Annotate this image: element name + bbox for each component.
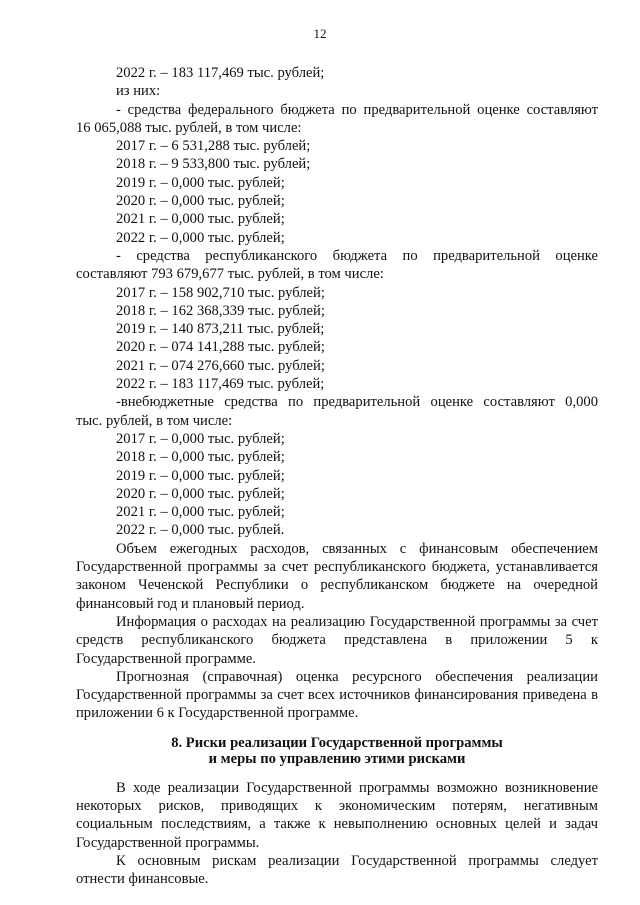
section-heading-line: и меры по управлению этими рисками <box>208 750 466 767</box>
year-line: 2022 г. – 0,000 тыс. рублей. <box>116 522 285 539</box>
paragraph: Информация о расходах на реализацию Государственной программы за счет средств республиканского бюджета представлена в приложении 5 к Государственной программе. <box>76 613 598 667</box>
year-line: 2019 г. – 0,000 тыс. рублей; <box>116 174 285 191</box>
text-line: составляют 793 679,677 тыс. рублей, в том числе: <box>76 266 384 283</box>
year-line: 2018 г. – 162 368,339 тыс. рублей; <box>116 302 325 319</box>
year-line: 2021 г. – 0,000 тыс. рублей; <box>116 211 285 228</box>
paragraph: Прогнозная (справочная) оценка ресурсного обеспечения реализации Государственной программы за счет всех источников финансирования приведена в приложении 6 к Государственной программе. <box>76 668 598 722</box>
text-line: - средства республиканского бюджета по предварительной оценке <box>116 247 598 264</box>
year-line: 2021 г. – 074 276,660 тыс. рублей; <box>116 357 325 374</box>
year-line: 2021 г. – 0,000 тыс. рублей; <box>116 504 285 521</box>
text-line: 2022 г. – 183 117,469 тыс. рублей; <box>116 65 325 81</box>
text-line: -внебюджетные средства по предварительной оценке составляют 0,000 <box>116 394 598 411</box>
page-content <box>76 64 598 888</box>
year-line: 2017 г. – 0,000 тыс. рублей; <box>116 430 285 447</box>
year-line: 2020 г. – 0,000 тыс. рублей; <box>116 193 285 210</box>
year-line: 2020 г. – 0,000 тыс. рублей; <box>116 485 285 502</box>
paragraph: Объем ежегодных расходов, связанных с финансовым обеспечением Государственной программы за счет республиканского бюджета, устанавливается законом Чеченской Республики о республиканском бюджете на очередной финансовый год и плановый период. <box>76 540 598 612</box>
paragraph: В ходе реализации Государственной программы возможно возникновение некоторых рисков, приводящих к экономическим потерям, негативным социальным последствиям, а также к невыполнению основных целей и задач Государственной программы. <box>76 779 598 851</box>
text-line: - средства федерального бюджета по предварительной оценке составляют <box>116 101 598 118</box>
text-line: 16 065,088 тыс. рублей, в том числе: <box>76 119 302 136</box>
paragraph: К основным рискам реализации Государственной программы следует отнести финансовые. <box>76 852 598 888</box>
section-heading <box>76 735 598 767</box>
section-heading-line: 8. Риски реализации Государственной программы <box>171 734 503 751</box>
text-line: из них: <box>116 83 161 100</box>
year-line: 2019 г. – 0,000 тыс. рублей; <box>116 467 285 484</box>
year-line: 2017 г. – 158 902,710 тыс. рублей; <box>116 284 325 301</box>
year-line: 2019 г. – 140 873,211 тыс. рублей; <box>116 321 325 338</box>
text-line: тыс. рублей, в том числе: <box>76 412 233 429</box>
year-line: 2018 г. – 9 533,800 тыс. рублей; <box>116 156 311 173</box>
year-line: 2022 г. – 183 117,469 тыс. рублей; <box>116 376 325 393</box>
year-line: 2022 г. – 0,000 тыс. рублей; <box>116 229 285 246</box>
year-line: 2017 г. – 6 531,288 тыс. рублей; <box>116 138 311 155</box>
year-line: 2020 г. – 074 141,288 тыс. рублей; <box>116 339 325 356</box>
year-line: 2018 г. – 0,000 тыс. рублей; <box>116 449 285 466</box>
page-number: 12 <box>313 26 327 41</box>
